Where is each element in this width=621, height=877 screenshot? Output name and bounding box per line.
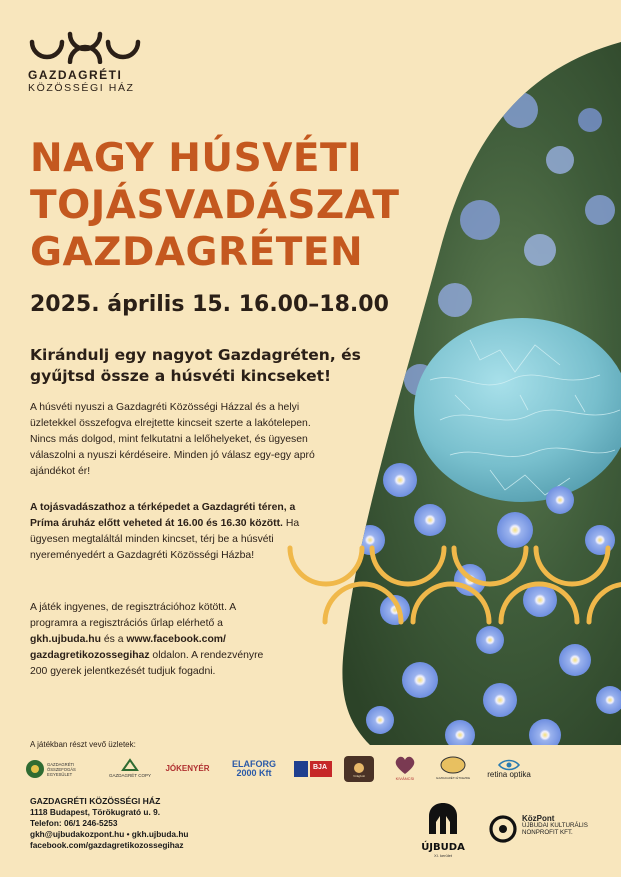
sponsor-name: Virágbolt <box>353 774 365 778</box>
copy-shop-icon <box>121 758 139 772</box>
paragraph-registration <box>30 600 270 680</box>
gkh-logo <box>28 30 158 94</box>
kozpont-sub-2: NONPROFIT KFT. <box>522 829 573 836</box>
headline-line-3: GAZDAGRÉTEN <box>30 230 364 275</box>
brand-name: GAZDAGRÉTI <box>28 68 123 82</box>
kozpont-text <box>522 815 588 836</box>
contact-title: GAZDAGRÉTI KÖZÖSSÉGI HÁZ <box>30 796 161 806</box>
sponsor-logo <box>343 752 375 786</box>
contact-block <box>30 796 270 851</box>
kozpont-logo <box>488 812 608 848</box>
registration-text-1: A játék ingyenes, de regisztrációhoz kötött. A programra a regisztrációs űrlap elérhető a <box>30 602 236 629</box>
event-date: 2025. április 15. 16.00–18.00 <box>30 292 389 317</box>
sponsor-emblem-icon <box>25 759 45 779</box>
ujbuda-sub: XI. kerület <box>433 853 452 858</box>
sponsors-label: A játékban részt vevő üzletek: <box>30 740 136 749</box>
sponsor-name: GAZDAGRÉTI ÉTKEZDE <box>435 776 471 780</box>
logo-mark-icon <box>28 30 143 64</box>
link-facebook[interactable]: www.facebook.com/ gazdagretikozossegihaz <box>30 634 226 661</box>
sponsor-name: BJA <box>313 764 328 771</box>
registration-text-3: oldalon. A rendezvényre 200 gyerek jelentkezését tudjuk fogadni. <box>30 650 264 677</box>
sponsor-logo <box>387 752 423 786</box>
contact-phone: Telefon: 06/1 246-5253 <box>30 818 118 828</box>
sponsor-name: ELAFORG 2000 Kft <box>232 759 276 778</box>
paragraph-intro: A húsvéti nyuszi a Gazdagréti Közösségi Házzal és a helyi üzletekkel összefogva elrejtette kincseit szerte a lakótelepen. Nincs más dolgod, mint felkutatni a lelőhelyeket, és ügyesen válaszolni a nyuszi kérdéseire. Minden jó válasz egy-egy apró ajándékot ér! <box>30 402 315 477</box>
diner-icon <box>440 756 466 774</box>
heart-icon <box>394 755 416 775</box>
map-pickup-rest: Ha ügyesen megtaláltál minden kincset, térj be a húsvéti nyereményedért a Gazdagréti Közösségi Házba! <box>30 518 300 561</box>
brand-subname: KÖZÖSSÉGI HÁZ <box>28 82 135 94</box>
sponsor-name: retina optika <box>487 770 531 779</box>
paragraph-map-pickup <box>30 500 320 564</box>
ujbuda-name: ÚJBUDA <box>421 842 465 853</box>
sponsor-logo <box>105 752 155 786</box>
sponsor-logo <box>25 752 87 786</box>
contact-facebook[interactable]: facebook.com/gazdagretikozossegihaz <box>30 840 184 850</box>
sponsor-name: GAZDAGRÉT COPY <box>109 773 151 778</box>
kozpont-icon <box>488 814 518 844</box>
sponsor-logo <box>223 752 285 786</box>
sponsor-logo <box>435 752 471 786</box>
contact-address: 1118 Budapest, Törökugrató u. 9. <box>30 807 161 817</box>
lead-text: Kirándulj egy nagyot Gazdagréten, és gyűjtsd össze a húsvéti kincseket! <box>30 346 361 385</box>
contact-web[interactable]: gkh@ujbudakozpont.hu • gkh.ujbuda.hu <box>30 829 189 839</box>
sponsor-logo <box>480 752 538 786</box>
headline <box>30 135 470 276</box>
sponsor-logo <box>160 752 215 786</box>
headline-line-2: TOJÁSVADÁSZAT <box>30 183 400 228</box>
kozpont-sub-1: ÚJBUDAI KULTURÁLIS <box>522 822 588 829</box>
map-pickup-bold: A tojásvadászathoz a térképedet a Gazdagréti téren, a Príma áruház előtt veheted át 16.00 és 16.30 között. <box>30 502 296 529</box>
sponsor-name: GAZDAGRÉTI ÖSSZEFOGÁS EGYESÜLET <box>47 761 76 777</box>
sponsor-logos <box>25 752 605 786</box>
sponsor-name: JÓKENYÉR <box>165 764 210 773</box>
headline-line-1: NAGY HÚSVÉTI <box>30 136 363 181</box>
sponsor-name: KIVÁNCSI <box>395 776 415 781</box>
registration-text-2: és a <box>101 634 127 645</box>
link-gkh[interactable]: gkh.ujbuda.hu <box>30 634 101 645</box>
sponsor-logo <box>293 752 333 786</box>
ujbuda-logo <box>413 800 473 860</box>
ujbuda-crest-icon <box>425 800 461 836</box>
kozpont-name: KözPont <box>522 814 555 823</box>
